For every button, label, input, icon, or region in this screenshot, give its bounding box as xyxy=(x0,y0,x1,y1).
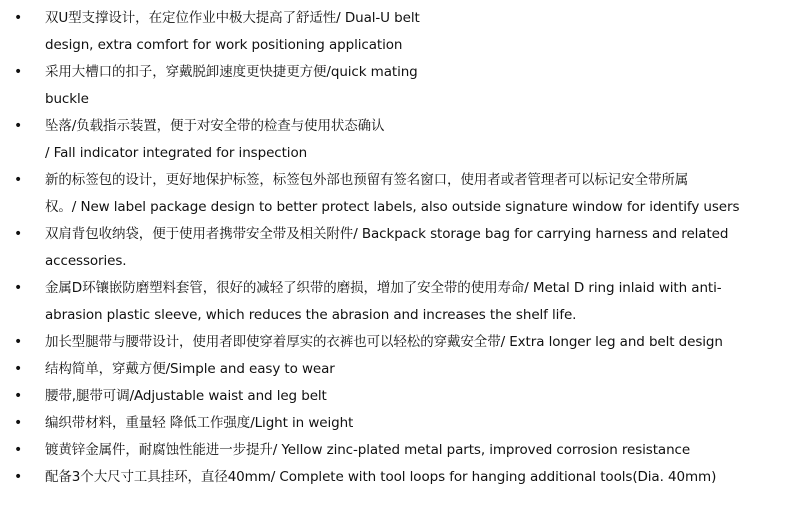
list-item xyxy=(0,329,790,356)
list-item xyxy=(0,167,790,221)
item-line: 配备3个大尺寸工具挂环，直径40mm/ Complete with tool loops for hanging additional tools(Dia. 40mm) xyxy=(45,469,717,485)
item-line: 加长型腿带与腰带设计，使用者即使穿着厚实的衣裤也可以轻松的穿戴安全带/ Extra longer leg and belt design xyxy=(45,334,723,350)
item-line: abrasion plastic sleeve, which reduces the abrasion and increases the shelf life. xyxy=(45,307,577,323)
item-line: / Fall indicator integrated for inspection xyxy=(45,145,308,161)
bullet-icon: • xyxy=(14,118,23,134)
item-line: 双U型支撑设计，在定位作业中极大提高了舒适性/ Dual-U belt xyxy=(45,10,420,26)
list-item xyxy=(0,275,790,329)
bullet-icon: • xyxy=(14,415,23,431)
list-item xyxy=(0,5,790,59)
item-line: 权。/ New label package design to better protect labels, also outside signature window for identify users xyxy=(45,199,740,215)
item-line: design, extra comfort for work positioning application xyxy=(45,37,403,53)
item-line: 镀黄锌金属件，耐腐蚀性能进一步提升/ Yellow zinc-plated metal parts, improved corrosion resistance xyxy=(45,442,691,458)
list-item xyxy=(0,221,790,275)
list-item xyxy=(0,410,790,437)
item-line: 双肩背包收纳袋，便于使用者携带安全带及相关附件/ Backpack storage bag for carrying harness and related xyxy=(45,226,729,242)
list-item xyxy=(0,437,790,464)
item-line: 坠落/负载指示装置，便于对安全带的检查与使用状态确认 xyxy=(45,118,385,134)
bullet-icon: • xyxy=(14,442,23,458)
item-line: 结构简单，穿戴方便/Simple and easy to wear xyxy=(45,361,335,377)
item-line: 腰带,腿带可调/Adjustable waist and leg belt xyxy=(45,388,327,404)
bullet-icon: • xyxy=(14,172,23,188)
item-line: 金属D环镶嵌防磨塑料套管，很好的减轻了织带的磨损，增加了安全带的使用寿命/ Metal D ring inlaid with anti- xyxy=(45,280,722,296)
bullet-icon: • xyxy=(14,469,23,485)
bullet-icon: • xyxy=(14,334,23,350)
bullet-icon: • xyxy=(14,10,23,26)
item-line: 新的标签包的设计，更好地保护标签，标签包外部也预留有签名窗口，使用者或者管理者可以标记安全带所属 xyxy=(45,172,689,188)
bullet-icon: • xyxy=(14,226,23,242)
item-line: 采用大槽口的扣子，穿戴脱卸速度更快捷更方便/quick mating xyxy=(45,64,418,80)
item-line: buckle xyxy=(45,91,89,107)
list-item xyxy=(0,383,790,410)
list-item xyxy=(0,356,790,383)
item-line: accessories. xyxy=(45,253,127,269)
bullet-icon: • xyxy=(14,280,23,296)
item-line: 编织带材料，重量轻 降低工作强度/Light in weight xyxy=(45,415,354,431)
bullet-icon: • xyxy=(14,361,23,377)
bullet-icon: • xyxy=(14,388,23,404)
list-item xyxy=(0,113,790,167)
bullet-icon: • xyxy=(14,64,23,80)
list-item xyxy=(0,59,790,113)
list-item xyxy=(0,464,790,491)
